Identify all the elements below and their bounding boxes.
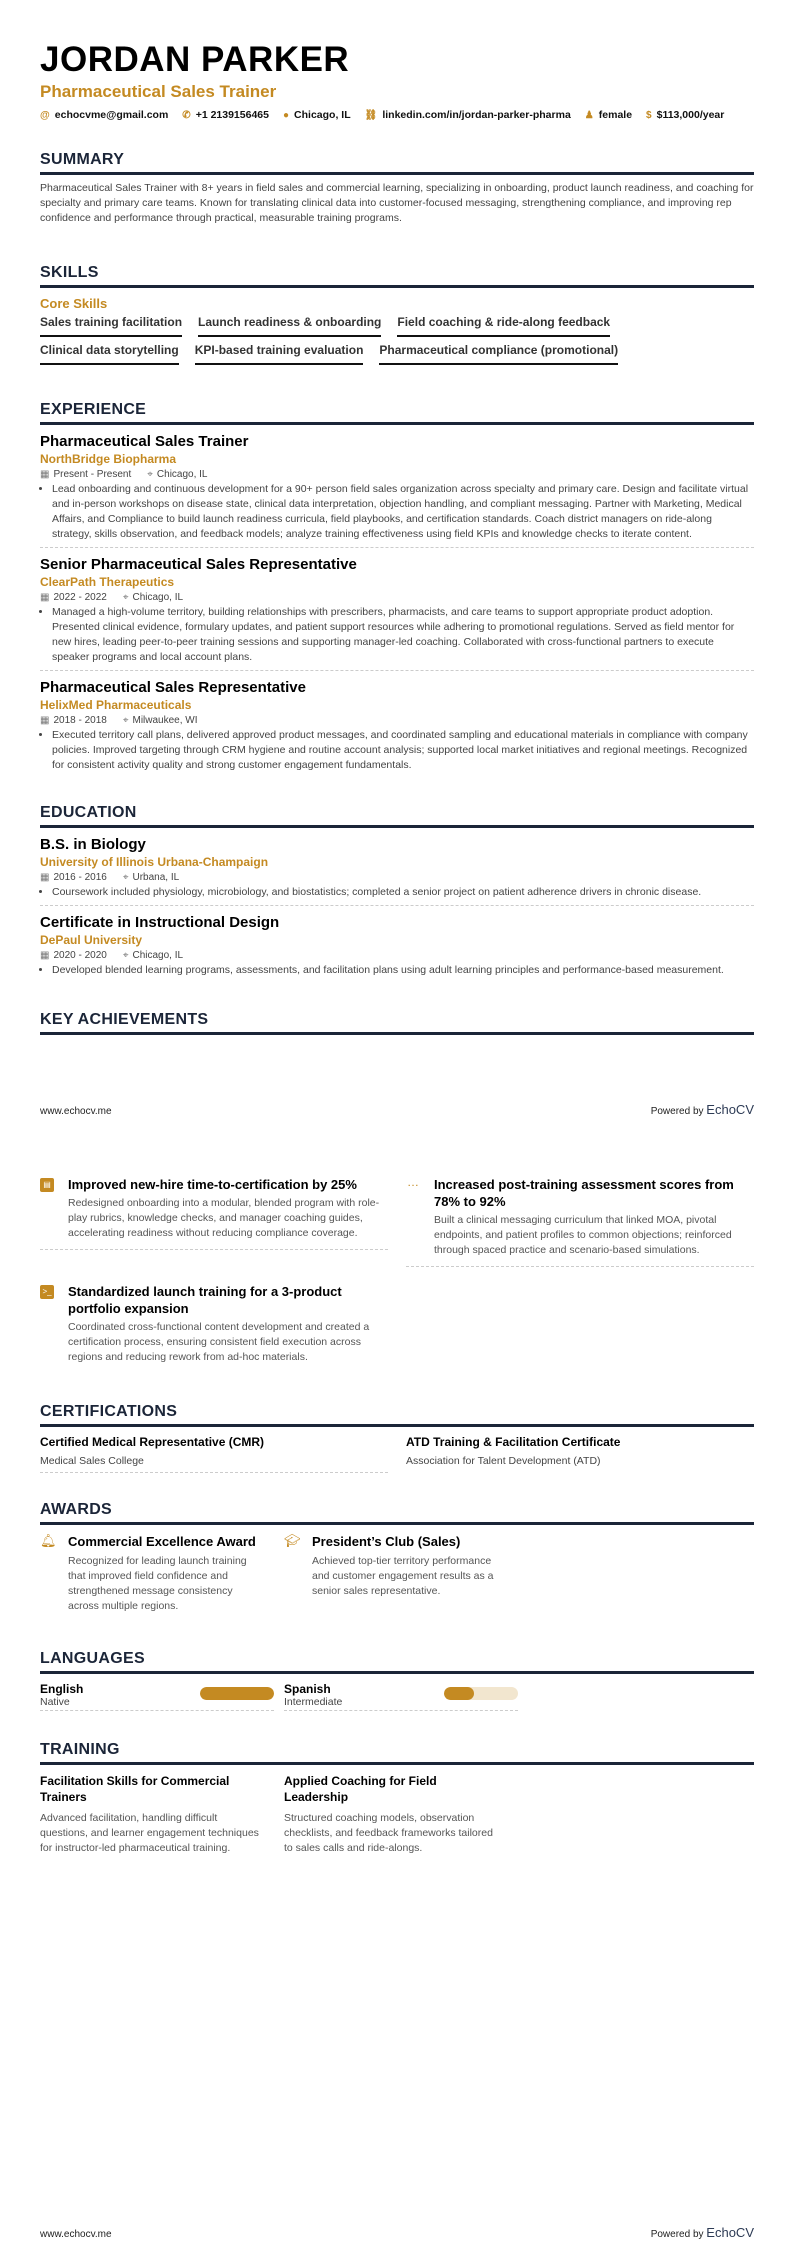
company: ClearPath Therapeutics — [40, 575, 175, 589]
calendar-icon: ▦ — [40, 715, 50, 726]
job-dates: 2018 - 2018 — [53, 715, 107, 726]
school: DePaul University — [40, 933, 143, 947]
skill-item: Sales training facilitation — [40, 315, 182, 337]
degree: B.S. in Biology — [40, 836, 146, 853]
section-heading: EXPERIENCE — [40, 401, 754, 425]
achievement-text: Redesigned onboarding into a modular, blended program with role-play rubrics, knowledge checks, and manager coaching guides, accelerating readiness without reducing compliance coverage. — [68, 1197, 380, 1239]
terminal-icon: >_ — [40, 1285, 54, 1299]
contact-row — [40, 109, 754, 121]
candidate-title: Pharmaceutical Sales Trainer — [40, 82, 277, 101]
education-entry — [40, 836, 754, 906]
skill-item: Field coaching & ride-along feedback — [397, 315, 610, 337]
job-dates: 2022 - 2022 — [53, 592, 107, 603]
cert-title: Certified Medical Representative (CMR) — [40, 1435, 265, 1449]
contact-text: Chicago, IL — [294, 109, 351, 121]
salary-icon: $ — [646, 110, 652, 121]
location-icon: ⌖ — [122, 950, 129, 961]
job-bullet: • Lead onboarding and continuous development for a 90+ person field sales organization across specialty and primary care. Design and facilitate virtual and in-person workshops on disease state, clinical data interpretation, objection handling, and compliant messaging. Partner with Marketing, Medical Affairs, and Compliance to build launch readiness curricula, field playbooks, and certification standards. Coach district managers on ride-along strategy, skills observation, and feedback models; analyze training effectiveness using field KPIs and knowledge checks to iterate content. — [52, 482, 754, 542]
section-heading: EDUCATION — [40, 804, 754, 828]
job-location: Chicago, IL — [132, 592, 184, 603]
contact-text: echocvme@gmail.com — [54, 109, 169, 121]
contact-salary — [646, 109, 724, 121]
training-title: Applied Coaching for Field Leadership — [284, 1774, 437, 1804]
skill-item: Launch readiness & onboarding — [198, 315, 381, 337]
edu-location: Chicago, IL — [132, 950, 184, 961]
certifications-section — [40, 1403, 754, 1473]
footer-site[interactable]: www.echocv.me — [40, 2229, 112, 2240]
job-entry — [40, 433, 754, 548]
job-title: Pharmaceutical Sales Representative — [40, 679, 306, 696]
language-level: Native — [40, 1696, 70, 1708]
calendar-icon: ▦ — [40, 872, 50, 883]
education-entry — [40, 914, 754, 983]
edu-dates: 2020 - 2020 — [53, 950, 107, 961]
candidate-name: JORDAN PARKER — [40, 40, 350, 79]
achievement-title: Improved new-hire time-to-certification by 25% — [68, 1177, 357, 1192]
person-icon: ♟ — [584, 110, 594, 121]
contact-email[interactable] — [40, 109, 168, 121]
contact-location — [283, 109, 351, 121]
skill-group-title: Core Skills — [40, 296, 108, 311]
award-item — [40, 1533, 260, 1614]
calendar-icon: ▦ — [40, 469, 50, 480]
at-icon: @ — [40, 110, 50, 121]
award-text: Recognized for leading launch training that improved field confidence and strengthened message consistency across multiple regions. — [68, 1555, 247, 1612]
edu-bullet: • Developed blended learning programs, assessments, and facilitation plans using adult learning principles and performance-based measurement. — [52, 963, 754, 978]
achievement-item — [40, 1170, 388, 1250]
section-heading: TRAINING — [40, 1741, 754, 1765]
job-entry — [40, 556, 754, 671]
contact-linkedin[interactable] — [365, 109, 571, 121]
language-bar — [200, 1687, 274, 1700]
location-icon: ⌖ — [122, 715, 129, 726]
language-bar-fill — [200, 1687, 274, 1700]
phone-icon: ✆ — [182, 110, 191, 121]
footer-brand[interactable]: EchoCV — [706, 1102, 754, 1117]
job-bullet: • Managed a high-volume territory, building relationships with prescribers, pharmacists, and care teams to support appropriate product adoption. Presented clinical evidence, formulary updates, and patient support resources while adhering to promotional regulations. Served as field mentor for new hires, leading peer-to-peer training sessions and supporting manager-led coaching. Collaborated with cross-functional partners to execute speaker programs and local account plans. — [52, 605, 754, 665]
achievement-list — [40, 1170, 754, 1383]
school: University of Illinois Urbana-Champaign — [40, 855, 269, 869]
achievements-section — [40, 1011, 754, 1035]
achievement-title: Increased post-training assessment scores from 78% to 92% — [434, 1177, 734, 1209]
footer-site[interactable]: www.echocv.me — [40, 1106, 112, 1117]
language-bar — [444, 1687, 518, 1700]
job-title: Senior Pharmaceutical Sales Representative — [40, 556, 357, 573]
page-2 — [0, 1123, 794, 2246]
language-item — [40, 1682, 274, 1711]
contact-text: linkedin.com/in/jordan-parker-pharma — [382, 109, 571, 121]
achievement-item — [40, 1277, 388, 1373]
location-icon: ⌖ — [122, 872, 129, 883]
job-location: Chicago, IL — [156, 469, 208, 480]
edu-bullet: • Coursework included physiology, microbiology, and biostatistics; completed a senior project on patient adherence drivers in chronic disease. — [52, 885, 754, 900]
skill-item: Pharmaceutical compliance (promotional) — [379, 343, 618, 365]
calendar-icon: ▦ — [40, 592, 50, 603]
job-bullet: • Executed territory call plans, delivered approved product messages, and coordinated sampling and educational materials in compliance with company policies. Improved targeting through CRM hygiene and routine account analysis; supported local market initiatives and regional meetings. Recognized for consistent activity quality and strong customer engagement fundamentals. — [52, 728, 754, 773]
experience-section — [40, 401, 754, 778]
summary-text: Pharmaceutical Sales Trainer with 8+ years in field sales and commercial learning, specializing in onboarding, product launch readiness, and coaching for specialty and primary care teams. Known for translating clinical data into customer-focused messaging, strengthening compliance, and improving rep confidence and performance through practical, measurable training programs. — [40, 182, 754, 224]
location-icon: ⌖ — [122, 592, 129, 603]
bell-icon: 🔔︎ — [40, 1533, 57, 1548]
training-text: Structured coaching models, observation checklists, and feedback frameworks tailored to sales calls and ride-alongs. — [284, 1812, 493, 1854]
contact-text: +1 2139156465 — [195, 109, 269, 121]
achievement-text: Coordinated cross-functional content development and created a certification process, ensuring consistent field execution across regions and reducing rework from ad-hoc materials. — [68, 1321, 370, 1363]
edu-dates: 2016 - 2016 — [53, 872, 107, 883]
certification-item — [40, 1435, 388, 1473]
link-icon: ⛓ — [364, 110, 378, 121]
file-icon: ▤ — [40, 1178, 54, 1192]
summary-section — [40, 151, 754, 226]
training-title: Facilitation Skills for Commercial Trainers — [40, 1774, 230, 1804]
training-item — [284, 1773, 504, 1856]
contact-text: $113,000/year — [656, 109, 725, 121]
certification-item — [406, 1435, 754, 1473]
location-icon: ● — [282, 110, 290, 121]
dots-icon: … — [407, 1175, 419, 1189]
achievement-text: Built a clinical messaging curriculum that linked MOA, pivotal endpoints, and patient profiles to common objections; reinforced through spaced practice and scenario-based simulations. — [434, 1214, 732, 1256]
contact-text: female — [598, 109, 633, 121]
company: NorthBridge Biopharma — [40, 452, 177, 466]
language-item — [284, 1682, 518, 1711]
footer-brand[interactable]: EchoCV — [706, 2225, 754, 2240]
language-name: Spanish — [284, 1682, 331, 1696]
language-name: English — [40, 1682, 84, 1696]
award-item — [284, 1533, 504, 1614]
cert-issuer: Medical Sales College — [40, 1455, 144, 1467]
skill-list — [40, 315, 680, 365]
achievement-item — [406, 1170, 754, 1267]
edu-location: Urbana, IL — [132, 872, 180, 883]
skill-item: KPI-based training evaluation — [195, 343, 364, 365]
skills-section — [40, 264, 754, 365]
page-footer — [40, 1102, 754, 1117]
footer-powered: Powered by — [650, 1106, 704, 1117]
company: HelixMed Pharmaceuticals — [40, 698, 192, 712]
job-title: Pharmaceutical Sales Trainer — [40, 433, 249, 450]
contact-gender — [585, 109, 632, 121]
cert-issuer: Association for Talent Development (ATD) — [406, 1455, 601, 1467]
location-icon: ⌖ — [147, 469, 153, 480]
cert-title: ATD Training & Facilitation Certificate — [406, 1435, 621, 1449]
calendar-icon: ▦ — [40, 950, 50, 961]
training-text: Advanced facilitation, handling difficult questions, and learner engagement techniques for instructor-led pharmaceutical training. — [40, 1812, 259, 1854]
language-bar-fill — [444, 1687, 474, 1700]
job-location: Milwaukee, WI — [132, 715, 198, 726]
languages-section — [40, 1650, 754, 1711]
award-text: Achieved top-tier territory performance and customer engagement results as a senior sales representative. — [312, 1555, 494, 1597]
award-title: Commercial Excellence Award — [68, 1534, 256, 1549]
skill-item: Clinical data storytelling — [40, 343, 179, 365]
section-heading: KEY ACHIEVEMENTS — [40, 1011, 754, 1035]
graduation-cap-icon: 🎓︎ — [284, 1533, 301, 1548]
degree: Certificate in Instructional Design — [40, 914, 280, 931]
section-heading: CERTIFICATIONS — [40, 1403, 754, 1427]
section-heading: AWARDS — [40, 1501, 754, 1525]
section-heading: SUMMARY — [40, 151, 754, 175]
job-entry — [40, 679, 754, 778]
section-heading: SKILLS — [40, 264, 754, 288]
awards-section — [40, 1501, 754, 1614]
footer-powered: Powered by — [650, 2229, 704, 2240]
training-item — [40, 1773, 260, 1856]
achievement-title: Standardized launch training for a 3-product portfolio expansion — [68, 1284, 342, 1316]
training-section — [40, 1741, 754, 1856]
contact-phone[interactable] — [182, 109, 269, 121]
education-section — [40, 804, 754, 983]
language-level: Intermediate — [284, 1696, 343, 1708]
page-footer — [40, 2225, 754, 2240]
job-dates: Present - Present — [53, 469, 132, 480]
award-title: President’s Club (Sales) — [312, 1534, 461, 1549]
section-heading: LANGUAGES — [40, 1650, 754, 1674]
